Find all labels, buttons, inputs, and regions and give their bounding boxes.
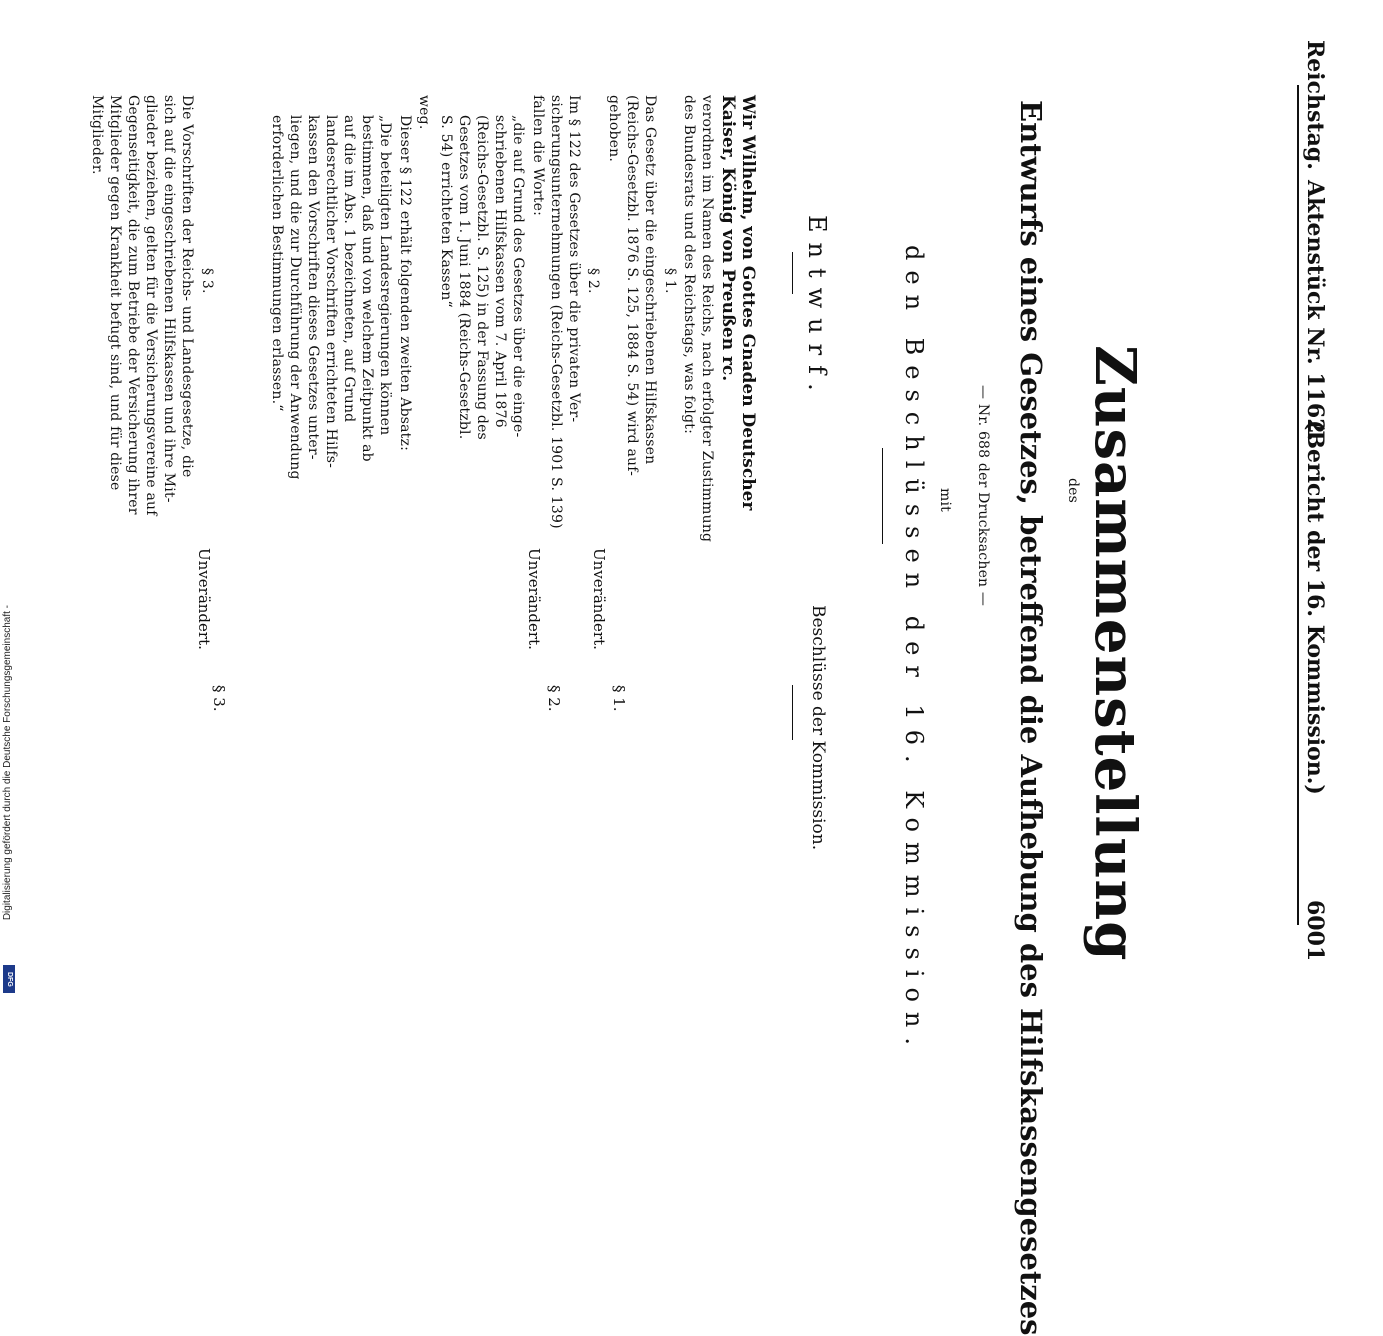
beschluesse-line: den Beschlüssen der 16. Kommission. xyxy=(900,245,928,1055)
section-2-right: § 2. xyxy=(545,685,563,712)
preamble-line-3: verordnen im Namen des Reichs, nach erfolgter Zustimmung xyxy=(699,95,715,543)
p2-amend-2: bestimmen, daß und von welchem Zeitpunkt ab xyxy=(359,115,375,462)
p2-quote-5: S. 54) errichteten Kassen“ xyxy=(438,115,454,308)
p2-text-2: sicherungsunternehmungen (Reichs-Gesetzbl. 1901 S. 139) xyxy=(548,95,564,529)
preamble-line-2: Kaiser, König von Preußen rc. xyxy=(718,95,738,382)
p2-amend-1: „Die beteiligten Landesregierungen können xyxy=(377,115,393,436)
p2-amend-3: auf die im Abs. 1 bezeichneten, auf Grund xyxy=(341,115,357,423)
page-number: 6001 xyxy=(1302,900,1328,962)
header-rule xyxy=(1297,85,1299,925)
section-1-right: § 1. xyxy=(610,685,628,712)
section-3-right: § 3. xyxy=(210,685,228,712)
entwurf-heading: Entwurf. xyxy=(803,215,831,401)
beschluesse-heading: Beschlüsse der Kommission. xyxy=(808,605,828,851)
p2-amend-7: erforderlichen Bestimmungen erlassen.“ xyxy=(269,115,285,412)
p2-amend-6: liegen, und die zur Durchführung der Anwendung xyxy=(287,115,303,480)
p2-amend-4: landesrechtlicher Vorschriften errichteten Hilfs- xyxy=(323,115,339,469)
p2-text-5: Dieser § 122 erhält folgenden zweiten Absatz: xyxy=(397,115,413,452)
p1-text-1: Das Gesetz über die eingeschriebenen Hilfskassen xyxy=(642,95,658,465)
title-des: des xyxy=(1065,478,1081,504)
entwurf-rule xyxy=(792,252,793,294)
p1-text-3: gehoben. xyxy=(606,95,622,163)
title-rule xyxy=(882,448,883,544)
p3-text-4: Gegenseitigkeit, die zum Betriebe der Versicherung ihrer xyxy=(125,95,141,515)
p3-text-6: Mitglieder. xyxy=(89,95,105,175)
p1-right-text: Unverändert. xyxy=(590,548,608,650)
header-right: (Bericht der 16. Kommission.) xyxy=(1302,420,1328,795)
section-2-left: § 2. xyxy=(585,268,601,294)
header-center: Aktenstück Nr. 1162. xyxy=(1302,180,1328,442)
p3-text-3: glieder beziehen, gelten für die Versicherungsvereine auf xyxy=(143,95,159,516)
preamble-line-4: des Bundesrats und des Reichstags, was folgt: xyxy=(681,95,697,434)
section-3-left: § 3. xyxy=(199,268,215,294)
preamble-line-1: Wir Wilhelm, von Gottes Gnaden Deutscher xyxy=(738,95,758,511)
p2-amend-5: kassen den Vorschriften dieses Gesetzes unter- xyxy=(305,115,321,460)
p2-text-1: Im § 122 des Gesetzes über die privaten Ver- xyxy=(566,95,582,423)
p3-text-5: Mitglieder gegen Krankheit befugt sind, und für diese xyxy=(107,95,123,491)
p2-quote-2: schriebenen Hilfskassen vom 7. April 1876 xyxy=(492,115,508,428)
dfg-logo: DFG xyxy=(3,965,15,993)
main-title: Zusammenstellung xyxy=(1082,345,1148,962)
subtitle: Entwurfs eines Gesetzes, betreffend die Aufhebung des Hilfskassengesetzes xyxy=(1014,100,1048,1336)
p3-right-text: Unverändert. xyxy=(195,548,213,650)
beschluesse-rule xyxy=(792,685,793,740)
p2-right-text: Unverändert. xyxy=(525,548,543,650)
p3-text-1: Die Vorschriften der Reichs- und Landesgesetze, die xyxy=(179,95,195,478)
digitization-credit xyxy=(2,605,20,995)
section-1-left: § 1. xyxy=(662,268,678,294)
credit-text: Digitalisierung gefördert durch die Deutsche Forschungsgemeinschaft - xyxy=(2,605,13,921)
p2-text-4: weg. xyxy=(416,95,432,130)
p1-text-2: (Reichs-Gesetzbl. 1876 S. 125, 1884 S. 54) wird auf- xyxy=(624,95,640,477)
p3-text-2: sich auf die eingeschriebenen Hilfskassen und ihre Mit- xyxy=(161,95,177,503)
title-mit: mit xyxy=(937,488,953,512)
p2-text-3: fallen die Worte: xyxy=(530,95,546,216)
drucksachen-ref: — Nr. 688 der Drucksachen — xyxy=(975,385,991,607)
p2-quote-4: Gesetzes vom 1. Juni 1884 (Reichs-Gesetzbl. xyxy=(456,115,472,440)
p2-quote-1: „die auf Grund des Gesetzes über die einge- xyxy=(510,115,526,438)
header-left: Reichstag. xyxy=(1302,40,1328,170)
p2-quote-3: (Reichs-Gesetzbl. S. 125) in der Fassung des xyxy=(474,115,490,440)
